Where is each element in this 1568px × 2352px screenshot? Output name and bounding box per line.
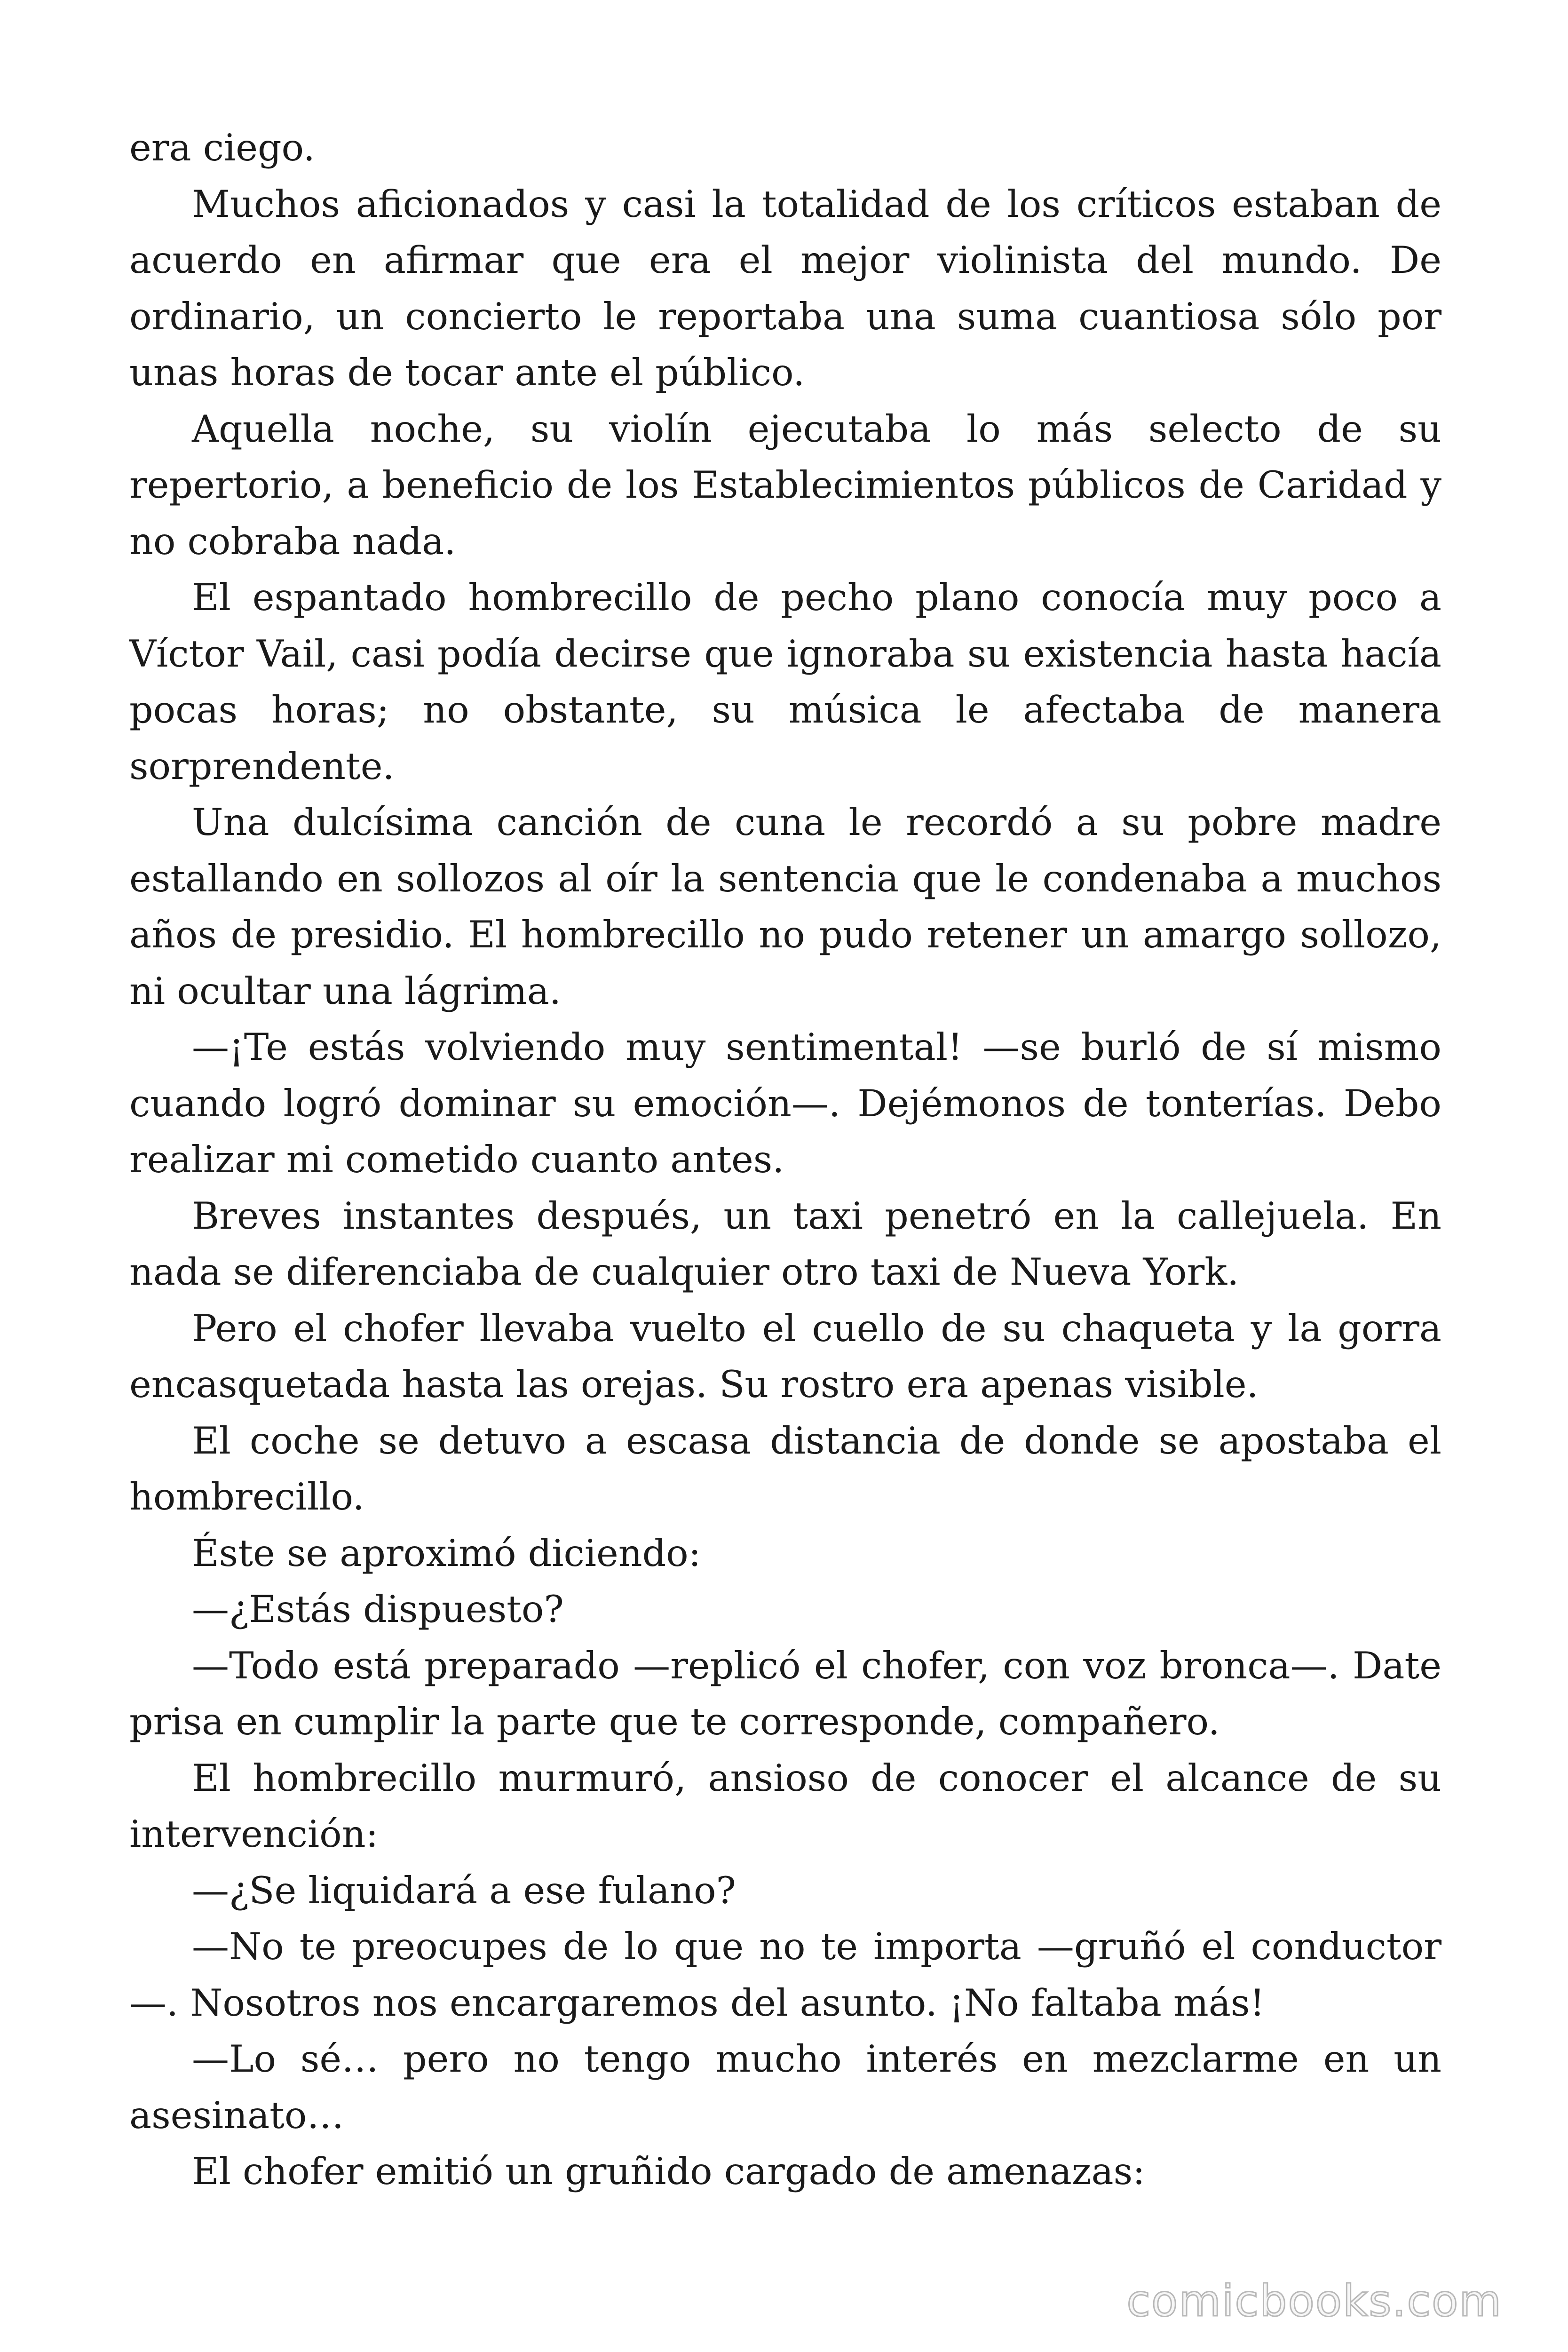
paragraph: —Todo está preparado —replicó el chofer, con voz bronca—. Date prisa en cumplir la parte que te corresponde, compañero.: [129, 1644, 1441, 1743]
watermark: comicbooks.com: [1126, 2276, 1502, 2326]
paragraph: El coche se detuvo a escasa distancia de donde se apostaba el hombrecillo.: [129, 1419, 1441, 1518]
paragraph: —¡Te estás volviendo muy sentimental! —se burló de sí mismo cuando logró dominar su emoción—. Dejémonos de tonterías. Debo realizar mi cometido cuanto antes.: [129, 1025, 1441, 1181]
paragraph: El hombrecillo murmuró, ansioso de conocer el alcance de su intervención:: [129, 1756, 1441, 1856]
paragraph: Éste se aproximó diciendo:: [192, 1531, 701, 1575]
paragraph: —Lo sé… pero no tengo mucho interés en mezclarme en un asesinato…: [129, 2037, 1441, 2137]
paragraph: Breves instantes después, un taxi penetró en la callejuela. En nada se diferenciaba de cualquier otro taxi de Nueva York.: [129, 1194, 1441, 1294]
paragraph: —¿Estás dispuesto?: [192, 1588, 564, 1631]
paragraph: era ciego.: [129, 126, 315, 169]
paragraph: —¿Se liquidará a ese fulano?: [192, 1868, 736, 1912]
paragraph: Muchos aficionados y casi la totalidad de los críticos estaban de acuerdo en afirmar que era el mejor violinista del mundo. De ordinario, un concierto le reportaba una suma cuantiosa sólo por unas horas de tocar ante el público.: [129, 182, 1441, 394]
paragraph: —No te preocupes de lo que no te importa —gruñó el conductor —. Nosotros nos encargaremos del asunto. ¡No faltaba más!: [129, 1925, 1441, 2025]
paragraph: El espantado hombrecillo de pecho plano conocía muy poco a Víctor Vail, casi podía decirse que ignoraba su existencia hasta hacía pocas horas; no obstante, su música le afectaba de manera sorprendente.: [129, 576, 1441, 788]
paragraph: Aquella noche, su violín ejecutaba lo más selecto de su repertorio, a beneficio de los Establecimientos públicos de Caridad y no cobraba nada.: [129, 407, 1441, 563]
page-text: [129, 120, 1441, 2200]
paragraph: Pero el chofer llevaba vuelto el cuello de su chaqueta y la gorra encasquetada hasta las orejas. Su rostro era apenas visible.: [129, 1306, 1441, 1406]
paragraph: El chofer emitió un gruñido cargado de amenazas:: [192, 2150, 1145, 2193]
paragraph: Una dulcísima canción de cuna le recordó a su pobre madre estallando en sollozos al oír la sentencia que le condenaba a muchos años de presidio. El hombrecillo no pudo retener un amargo sollozo, ni ocultar una lágrima.: [129, 801, 1441, 1013]
